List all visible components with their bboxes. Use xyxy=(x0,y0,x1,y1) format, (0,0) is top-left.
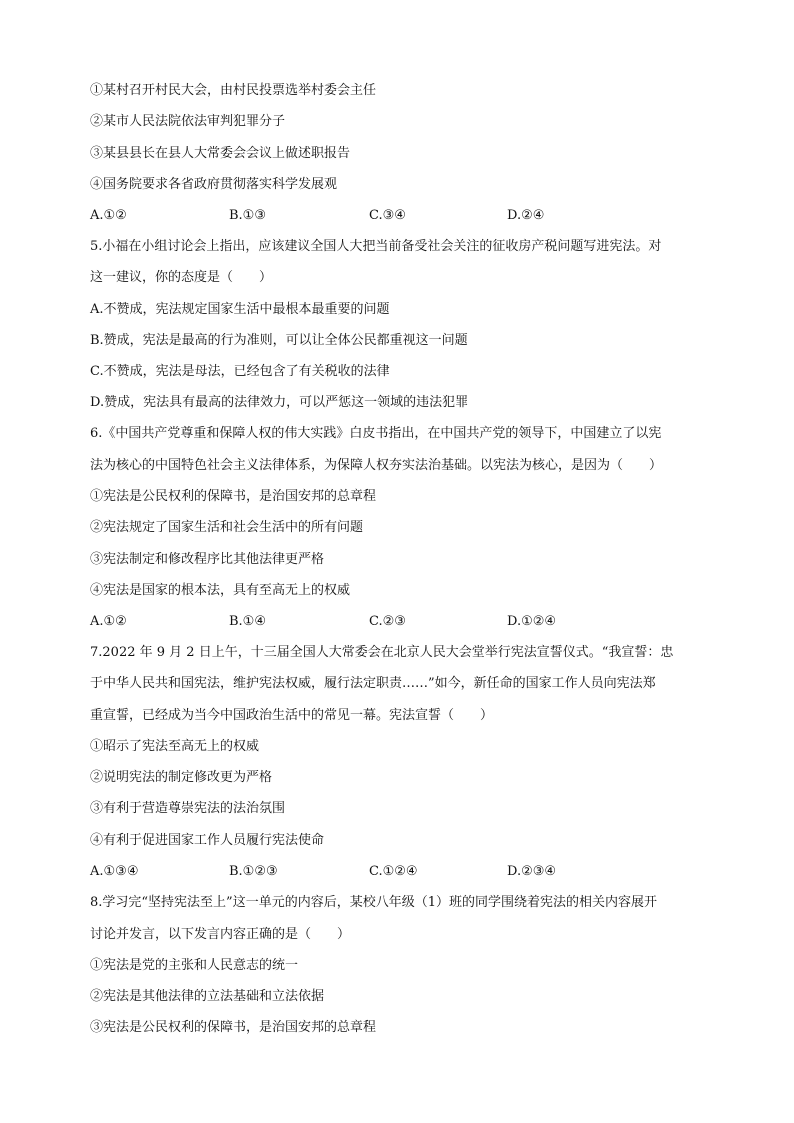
q5-option-b: B.赞成，宪法是最高的行为准则，可以让全体公民都重视这一问题 xyxy=(90,333,468,348)
q4-option-d: D.②④ xyxy=(507,208,545,223)
q6-statement-1: ①宪法是公民权利的保障书，是治国安邦的总章程 xyxy=(90,489,377,504)
q8-statement-1: ①宪法是党的主张和人民意志的统一 xyxy=(90,958,299,973)
q6-option-a: A.①② xyxy=(90,614,127,629)
q4-option-a: A.①② xyxy=(90,208,127,223)
q7-statement-3: ③有利于营造尊崇宪法的法治氛围 xyxy=(90,801,286,816)
q7-statement-4: ④有利于促进国家工作人员履行宪法使命 xyxy=(90,833,325,848)
q7-stem-line-2: 于中华人民共和国宪法，维护宪法权威，履行法定职责……”如今，新任命的国家工作人员向宪法郑 xyxy=(90,676,656,691)
q7-statement-1: ①昭示了宪法至高无上的权威 xyxy=(90,739,260,754)
q7-statement-2: ②说明宪法的制定修改更为严格 xyxy=(90,770,273,785)
q7-option-c: C.①②④ xyxy=(369,864,418,879)
q4-statement-3: ③某县县长在县人大常委会会议上做述职报告 xyxy=(90,146,351,161)
q4-option-c: C.③④ xyxy=(369,208,406,223)
q6-option-b: B.①④ xyxy=(229,614,266,629)
q7-option-b: B.①②③ xyxy=(229,864,278,879)
q8-statement-3: ③宪法是公民权利的保障书，是治国安邦的总章程 xyxy=(90,1020,377,1035)
q5-option-d: D.赞成，宪法具有最高的法律效力，可以严惩这一领域的违法犯罪 xyxy=(90,395,469,410)
q5-option-a: A.不赞成，宪法规定国家生活中最根本最重要的问题 xyxy=(90,302,390,317)
q4-statement-4: ④国务院要求各省政府贯彻落实科学发展观 xyxy=(90,177,338,192)
q8-stem-line-2: 讨论并发言，以下发言内容正确的是（ ） xyxy=(90,927,351,942)
q8-stem-line-1: 8.学习完“坚持宪法至上”这一单元的内容后，某校八年级（1）班的同学围绕着宪法的相关内容展开 xyxy=(90,895,657,910)
q7-option-d: D.②③④ xyxy=(507,864,557,879)
q7-stem-line-1: 7.2022 年 9 月 2 日上午，十三届全国人大常委会在北京人民大会堂举行宪法宣誓仪式。“我宣誓：忠 xyxy=(90,645,674,660)
q6-statement-2: ②宪法规定了国家生活和社会生活中的所有问题 xyxy=(90,520,364,535)
q6-options xyxy=(90,613,710,631)
q6-stem-line-2: 法为核心的中国特色社会主义法律体系，为保障人权夯实法治基础。以宪法为核心，是因为（ ） xyxy=(90,458,663,473)
q7-stem-line-3: 重宣誓，已经成为当今中国政治生活中的常见一幕。宪法宣誓（ ） xyxy=(90,708,494,723)
q5-option-c: C.不赞成，宪法是母法，已经包含了有关税收的法律 xyxy=(90,364,390,379)
q6-statement-3: ③宪法制定和修改程序比其他法律更严格 xyxy=(90,552,325,567)
q8-statement-2: ②宪法是其他法律的立法基础和立法依据 xyxy=(90,989,325,1004)
q7-option-a: A.①③④ xyxy=(90,864,139,879)
q4-option-b: B.①③ xyxy=(229,208,266,223)
q7-options xyxy=(90,863,710,881)
q5-stem-line-1: 5.小福在小组讨论会上指出，应该建议全国人大把当前备受社会关注的征收房产税问题写进宪法。对 xyxy=(90,239,662,254)
q4-statement-2: ②某市人民法院依法审判犯罪分子 xyxy=(90,114,286,129)
q6-stem-line-1: 6.《中国共产党尊重和保障人权的伟大实践》白皮书指出，在中国共产党的领导下，中国建立了以宪 xyxy=(90,426,662,441)
q4-statement-1: ①某村召开村民大会，由村民投票选举村委会主任 xyxy=(90,83,377,98)
q4-options xyxy=(90,207,710,225)
q6-option-c: C.②③ xyxy=(369,614,406,629)
q5-stem-line-2: 这一建议，你的态度是（ ） xyxy=(90,270,273,285)
q6-option-d: D.①②④ xyxy=(507,614,557,629)
q6-statement-4: ④宪法是国家的根本法，具有至高无上的权威 xyxy=(90,583,351,598)
